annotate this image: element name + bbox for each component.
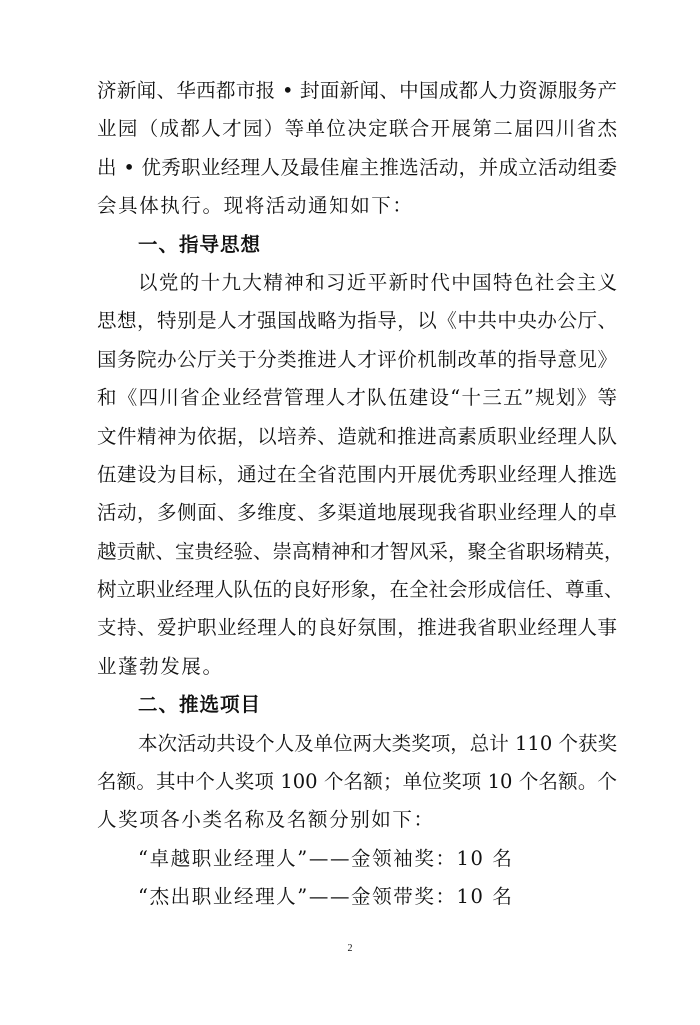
- body-line-1: 济新闻、华西都市报 • 封面新闻、中国成都人力资源服务产: [97, 79, 617, 102]
- body-line-13: 越贡献、宝贵经验、崇高精神和才智风采，聚全省职场精英，: [97, 539, 624, 563]
- award-line-1: “卓越职业经理人”——金领袖奖：10 名: [138, 846, 514, 870]
- award-line-2: “杰出职业经理人”——金领带奖：10 名: [138, 885, 514, 909]
- body-line-14: 树立职业经理人队伍的良好形象，在全社会形成信任、尊重、: [97, 578, 624, 602]
- body-line-3: 出 • 优秀职业经理人及最佳雇主推选活动，并成立活动组委: [97, 155, 617, 179]
- body-line-16: 业蓬勃发展。: [97, 654, 224, 678]
- section-heading-2: 二、推选项目: [138, 693, 262, 717]
- section-heading-1: 一、指导思想: [138, 232, 262, 256]
- body-line-7: 思想，特别是人才强国战略为指导，以《中共中央办公厅、: [97, 309, 617, 333]
- body-line-2: 业园（成都人才园）等单位决定联合开展第二届四川省杰: [97, 117, 617, 141]
- body-line-15: 支持、爱护职业经理人的良好氛围，推进我省职业经理人事: [97, 616, 617, 640]
- body-line-11: 伍建设为目标，通过在全省范围内开展优秀职业经理人推选: [97, 462, 617, 486]
- document-body: [97, 72, 624, 917]
- body-line-10: 文件精神为依据，以培养、造就和推进高素质职业经理人队: [97, 424, 617, 448]
- body-line-18: 本次活动共设个人及单位两大类奖项，总计 110 个获奖: [138, 731, 617, 755]
- body-line-19: 名额。其中个人奖项 100 个名额；单位奖项 10 个名额。个: [97, 770, 617, 794]
- body-line-4: 会具体执行。现将活动通知如下：: [97, 194, 414, 218]
- body-line-6: 以党的十九大精神和习近平新时代中国特色社会主义: [138, 270, 617, 294]
- page-number: 2: [347, 943, 353, 954]
- body-line-20: 人奖项各小类名称及名额分别如下：: [97, 808, 435, 832]
- body-line-12: 活动，多侧面、多维度、多渠道地展现我省职业经理人的卓: [97, 501, 617, 525]
- body-line-8: 国务院办公厅关于分类推进人才评价机制改革的指导意见》: [97, 347, 617, 371]
- body-line-9: 和《四川省企业经营管理人才队伍建设“十三五”规划》等: [97, 386, 617, 410]
